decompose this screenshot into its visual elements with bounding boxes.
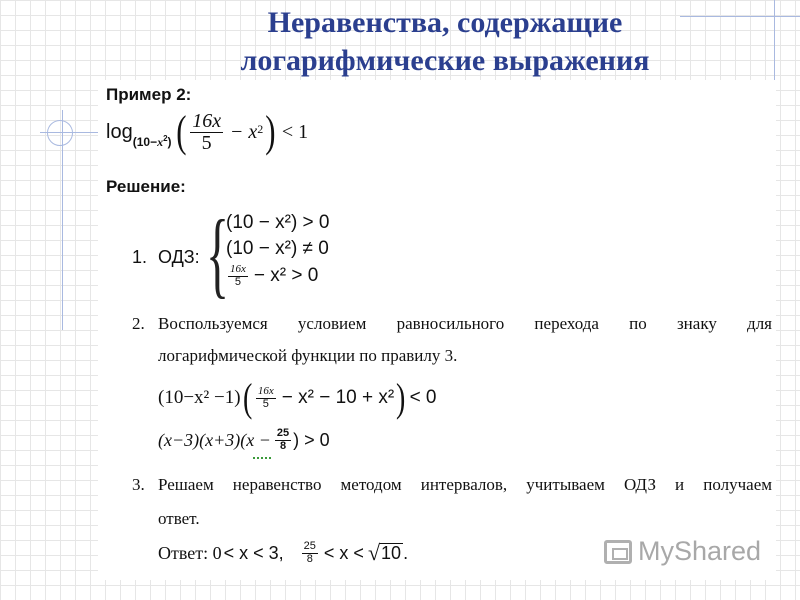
logo-text: MyShared <box>638 536 762 566</box>
title-line-1: Неравенства, содержащие <box>267 6 623 39</box>
expr-prefix: (10−x² −1) <box>158 387 241 408</box>
answer-fraction: $\frac{25}{8}$ <box>303 539 316 565</box>
left-paren: ( <box>175 107 186 156</box>
sqrt-radicand: 10 <box>381 542 402 563</box>
solution-heading: Решение: <box>106 177 186 196</box>
step1-label: ОДЗ: <box>158 247 200 267</box>
logo-icon <box>604 540 632 564</box>
step2-text-line2: логарифмической функции по правилу 3. <box>158 346 458 365</box>
sqrt-symbol: √ <box>367 540 381 565</box>
right-paren: ) <box>265 107 276 156</box>
title-line-2: логарифмические выражения <box>240 44 650 77</box>
decor-circle <box>47 120 73 146</box>
odz-line-3: $\frac{16x}{5}$ − x² > 0 <box>230 263 319 288</box>
step2-fraction: $\frac{16x}{5}$ <box>257 384 274 410</box>
slide-title <box>150 4 740 80</box>
step3-number: 3. <box>132 475 145 494</box>
fraction-16x-5: $\frac{16x}{5}$ <box>192 109 222 154</box>
answer-label: Ответ: 0 <box>158 542 222 563</box>
log-symbol: log <box>106 120 133 143</box>
step2-text-line1: Воспользуемся условием равносильного перехода по знаку для <box>158 314 772 333</box>
log-base: $(10-x^2)$ <box>132 134 172 149</box>
spellcheck-underline <box>253 454 271 459</box>
odz-line-2: (10 − x²) ≠ 0 <box>226 238 329 259</box>
step2-number: 2. <box>132 314 145 333</box>
example-heading: Пример 2: <box>106 85 192 104</box>
lt-one: < 1 <box>281 120 309 143</box>
odz-fraction: $\frac{16x}{5}$ <box>230 263 246 288</box>
example-inequality: log $(10-x^2)$ ( $\frac{16x}{5}$ − x 2 ) < 1 <box>106 107 309 156</box>
decor-vertical-line-right <box>774 0 775 80</box>
odz-line-1: (10 − x²) > 0 <box>226 212 330 233</box>
step3-text-line1: Решаем неравенство методом интервалов, учитываем ОДЗ и получаем <box>158 475 772 494</box>
content-panel <box>98 80 776 580</box>
system-brace: { <box>206 200 230 307</box>
expr2-prefix: (x−3)(x+3)(x − <box>158 429 271 450</box>
expr2-fraction: $\frac{25}{8}$ <box>276 427 290 452</box>
step2-expression-2: (x−3)(x+3)(x − $\frac{25}{8}$ ) > 0 <box>158 427 330 452</box>
step3-text-line2: ответ. <box>158 509 200 528</box>
myshared-logo <box>604 536 761 567</box>
answer-line: Ответ: 0 < x < 3, $\frac{25}{8}$ < x < √ 10 . <box>158 539 409 565</box>
step1-number: 1. <box>132 247 148 267</box>
step2-expression: (10−x² −1) ( $\frac{16x}{5}$ − x² − 10 + x² ) < 0 <box>158 375 437 420</box>
